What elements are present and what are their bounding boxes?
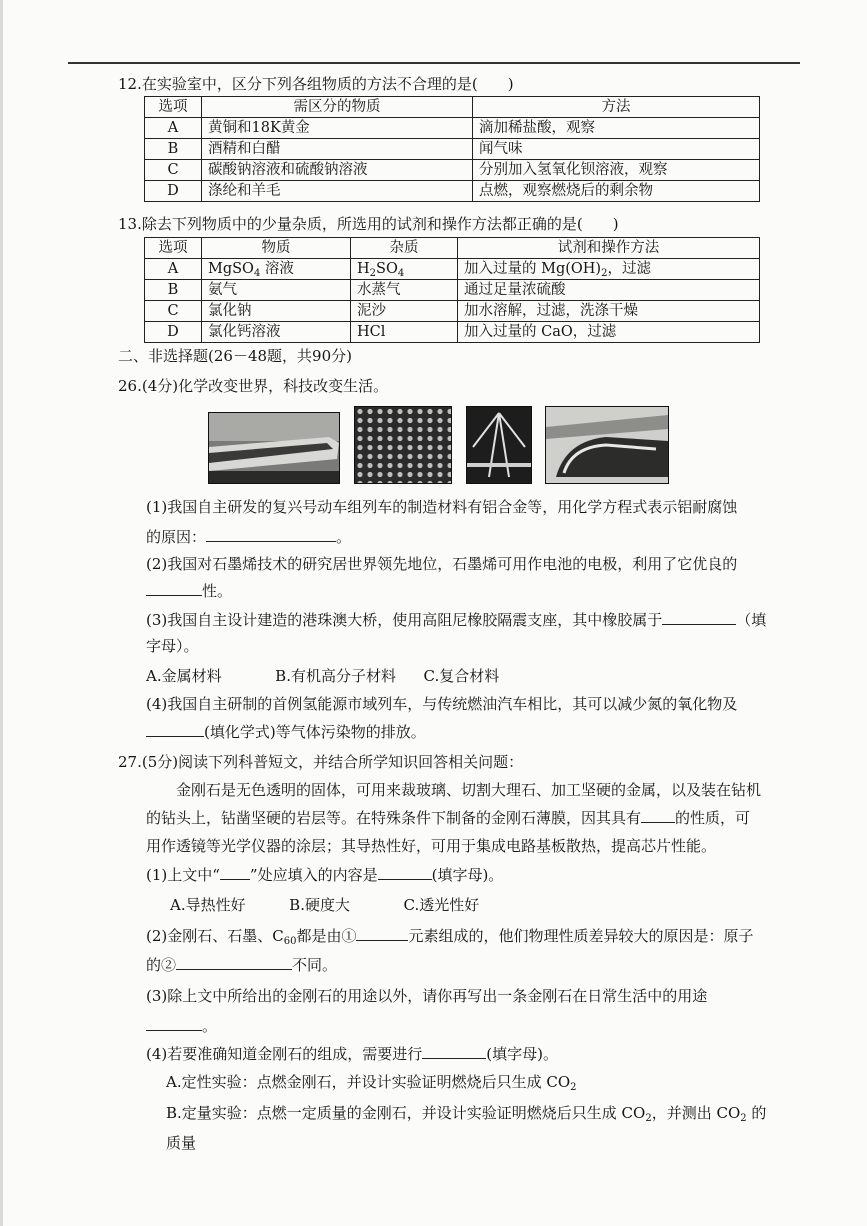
- q27-stem: 27.(5分)阅读下列科普短文，并结合所学知识回答相关问题：: [118, 753, 524, 771]
- answer-blank[interactable]: [146, 1016, 202, 1031]
- q27-sub3-line1: (3)除上文中所给出的金刚石的用途以外，请你再写出一条金刚石在日常生活中的用途: [146, 987, 708, 1005]
- q13-option: B: [145, 280, 202, 301]
- q27-passage-line2: 的钻头上，钻凿坚硬的岩层等。在特殊条件下制备的金刚石薄膜，因其具有 的性质，可: [146, 809, 751, 827]
- q26-part3-options: [146, 666, 499, 686]
- answer-blank[interactable]: [662, 610, 736, 625]
- top-rule: [68, 62, 800, 64]
- q12-header-option: 选项: [145, 97, 202, 118]
- q12-method: 点燃，观察燃烧后的剩余物: [473, 181, 760, 202]
- option-b: B.有机高分子材料: [275, 667, 396, 685]
- q13-impurity: 水蒸气: [351, 280, 458, 301]
- q26-part3-line2: 字母）。: [146, 637, 199, 655]
- q26-part1-line2: 的原因： 。: [146, 528, 352, 546]
- table-row: [145, 160, 760, 181]
- q13-substance: 氨气: [202, 280, 351, 301]
- quote-blank: [220, 865, 250, 880]
- page-edge: [0, 0, 3, 1226]
- q12-option: C: [145, 160, 202, 181]
- q26-part1-line1: (1)我国自主研发的复兴号动车组列车的制造材料有铝合金等，用化学方程式表示铝耐腐蚀: [146, 498, 738, 516]
- q13-substance: 氯化钙溶液: [202, 322, 351, 343]
- table-row: [145, 301, 760, 322]
- q13-header-substance: 物质: [202, 238, 351, 259]
- q26-part2-line2: 性。: [146, 581, 232, 601]
- q27-sub4-option-a: A.定性实验：点燃金刚石，并设计实验证明燃烧后只生成 $CO_2$: [166, 1073, 577, 1093]
- q26-part4-line2: (填化学式)等气体污染物的排放。: [146, 722, 426, 742]
- graphene-photo: [354, 406, 452, 484]
- option-c: C.复合材料: [423, 667, 500, 685]
- q13-option: A: [145, 259, 202, 280]
- table-row: [145, 139, 760, 160]
- q27-sub4: (4)若要准确知道金刚石的组成，需要进行 (填字母)。: [146, 1045, 558, 1063]
- q13-method: 通过足量浓硫酸: [458, 280, 760, 301]
- q13-header-impurity: 杂质: [351, 238, 458, 259]
- answer-blank[interactable]: [176, 955, 292, 970]
- q13-stem: 13.除去下列物质中的少量杂质，所选用的试剂和操作方法都正确的是( ): [118, 215, 619, 233]
- q27-sub1: (1)上文中“ ”处应填入的内容是 (填字母)。: [146, 866, 504, 884]
- q13-impurity: $H_2SO_4$: [351, 259, 458, 280]
- q27-sub1-options: [170, 895, 479, 915]
- q13-header-method: 试剂和操作方法: [458, 238, 760, 259]
- answer-blank[interactable]: [378, 865, 432, 880]
- q13-impurity: 泥沙: [351, 301, 458, 322]
- q13-table: [144, 237, 760, 343]
- option-b: B.硬度大: [289, 896, 350, 914]
- q12-method: 滴加稀盐酸，观察: [473, 118, 760, 139]
- table-row: [145, 181, 760, 202]
- answer-blank[interactable]: [206, 527, 336, 542]
- q27-sub4-option-b: B.定量实验：点燃一定质量的金刚石，并设计实验证明燃烧后只生成 $CO_2$，并测出 $CO_2$ 的: [166, 1104, 767, 1124]
- q12-table: [144, 96, 760, 202]
- table-row: [145, 280, 760, 301]
- q12-option: A: [145, 118, 202, 139]
- q12-stem: 12.在实验室中，区分下列各组物质的方法不合理的是( ): [118, 75, 514, 93]
- passage-blank: [641, 808, 675, 823]
- answer-blank[interactable]: [146, 581, 202, 596]
- q27-sub3-line2: 。: [146, 1016, 217, 1036]
- answer-blank[interactable]: [422, 1044, 486, 1059]
- answer-blank[interactable]: [146, 722, 204, 737]
- option-a: A.导热性好: [170, 896, 246, 914]
- table-row: [145, 118, 760, 139]
- q26-part4-line1: (4)我国自主研制的首例氢能源市域列车，与传统燃油汽车相比，其可以减少氮的氧化物及: [146, 695, 738, 713]
- q26-part3-line1: (3)我国自主设计建造的港珠澳大桥，使用高阻尼橡胶隔震支座，其中橡胶属于 （填: [146, 611, 767, 629]
- section-heading: 二、非选择题(26－48题，共90分): [118, 347, 352, 365]
- q12-method: 闻气味: [473, 139, 760, 160]
- q13-method: 加入过量的 CaO，过滤: [458, 322, 760, 343]
- q13-substance: 氯化钠: [202, 301, 351, 322]
- q12-substance: 酒精和白醋: [202, 139, 473, 160]
- table-row: [145, 259, 760, 280]
- q12-header-substance: 需区分的物质: [202, 97, 473, 118]
- q12-substance: 涤纶和羊毛: [202, 181, 473, 202]
- q12-method: 分别加入氢氧化钡溶液，观察: [473, 160, 760, 181]
- q13-method: 加入过量的 $Mg(OH)_2$，过滤: [458, 259, 760, 280]
- q12-option: B: [145, 139, 202, 160]
- q13-header-option: 选项: [145, 238, 202, 259]
- q13-option: C: [145, 301, 202, 322]
- q13-impurity: HCl: [351, 322, 458, 343]
- q26-stem: 26.(4分)化学改变世界，科技改变生活。: [118, 377, 389, 395]
- q13-substance: MgSO$_4$ 溶液: [202, 259, 351, 280]
- table-row: [145, 322, 760, 343]
- q27-sub2-line2: 的② 不同。: [146, 956, 338, 974]
- answer-blank[interactable]: [356, 926, 408, 941]
- q27-sub2-line1: (2)金刚石、石墨、$C_{60}$都是由① 元素组成的，他们物理性质差异较大的原因是：原子: [146, 927, 754, 947]
- q13-method: 加水溶解，过滤，洗涤干燥: [458, 301, 760, 322]
- q13-option: D: [145, 322, 202, 343]
- bridge-photo: [466, 406, 532, 484]
- q12-substance: 黄铜和18K黄金: [202, 118, 473, 139]
- hydrogen-train-photo: [545, 406, 669, 484]
- option-c: C.透光性好: [403, 896, 480, 914]
- q27-passage-line1: 金刚石是无色透明的固体，可用来裁玻璃、切割大理石、加工坚硬的金属，以及装在钻机: [176, 781, 762, 799]
- option-a: A.金属材料: [146, 667, 222, 685]
- q26-part2-line1: (2)我国对石墨烯技术的研究居世界领先地位，石墨烯可用作电池的电极，利用了它优良的: [146, 555, 738, 573]
- q27-passage-line3: 用作透镜等光学仪器的涂层；其导热性好，可用于集成电路基板散热，提高芯片性能。: [146, 837, 717, 855]
- train-photo: [208, 412, 340, 484]
- q12-substance: 碳酸钠溶液和硫酸钠溶液: [202, 160, 473, 181]
- q27-sub4-option-b-end: 质量: [166, 1134, 197, 1152]
- q12-option: D: [145, 181, 202, 202]
- q12-header-method: 方法: [473, 97, 760, 118]
